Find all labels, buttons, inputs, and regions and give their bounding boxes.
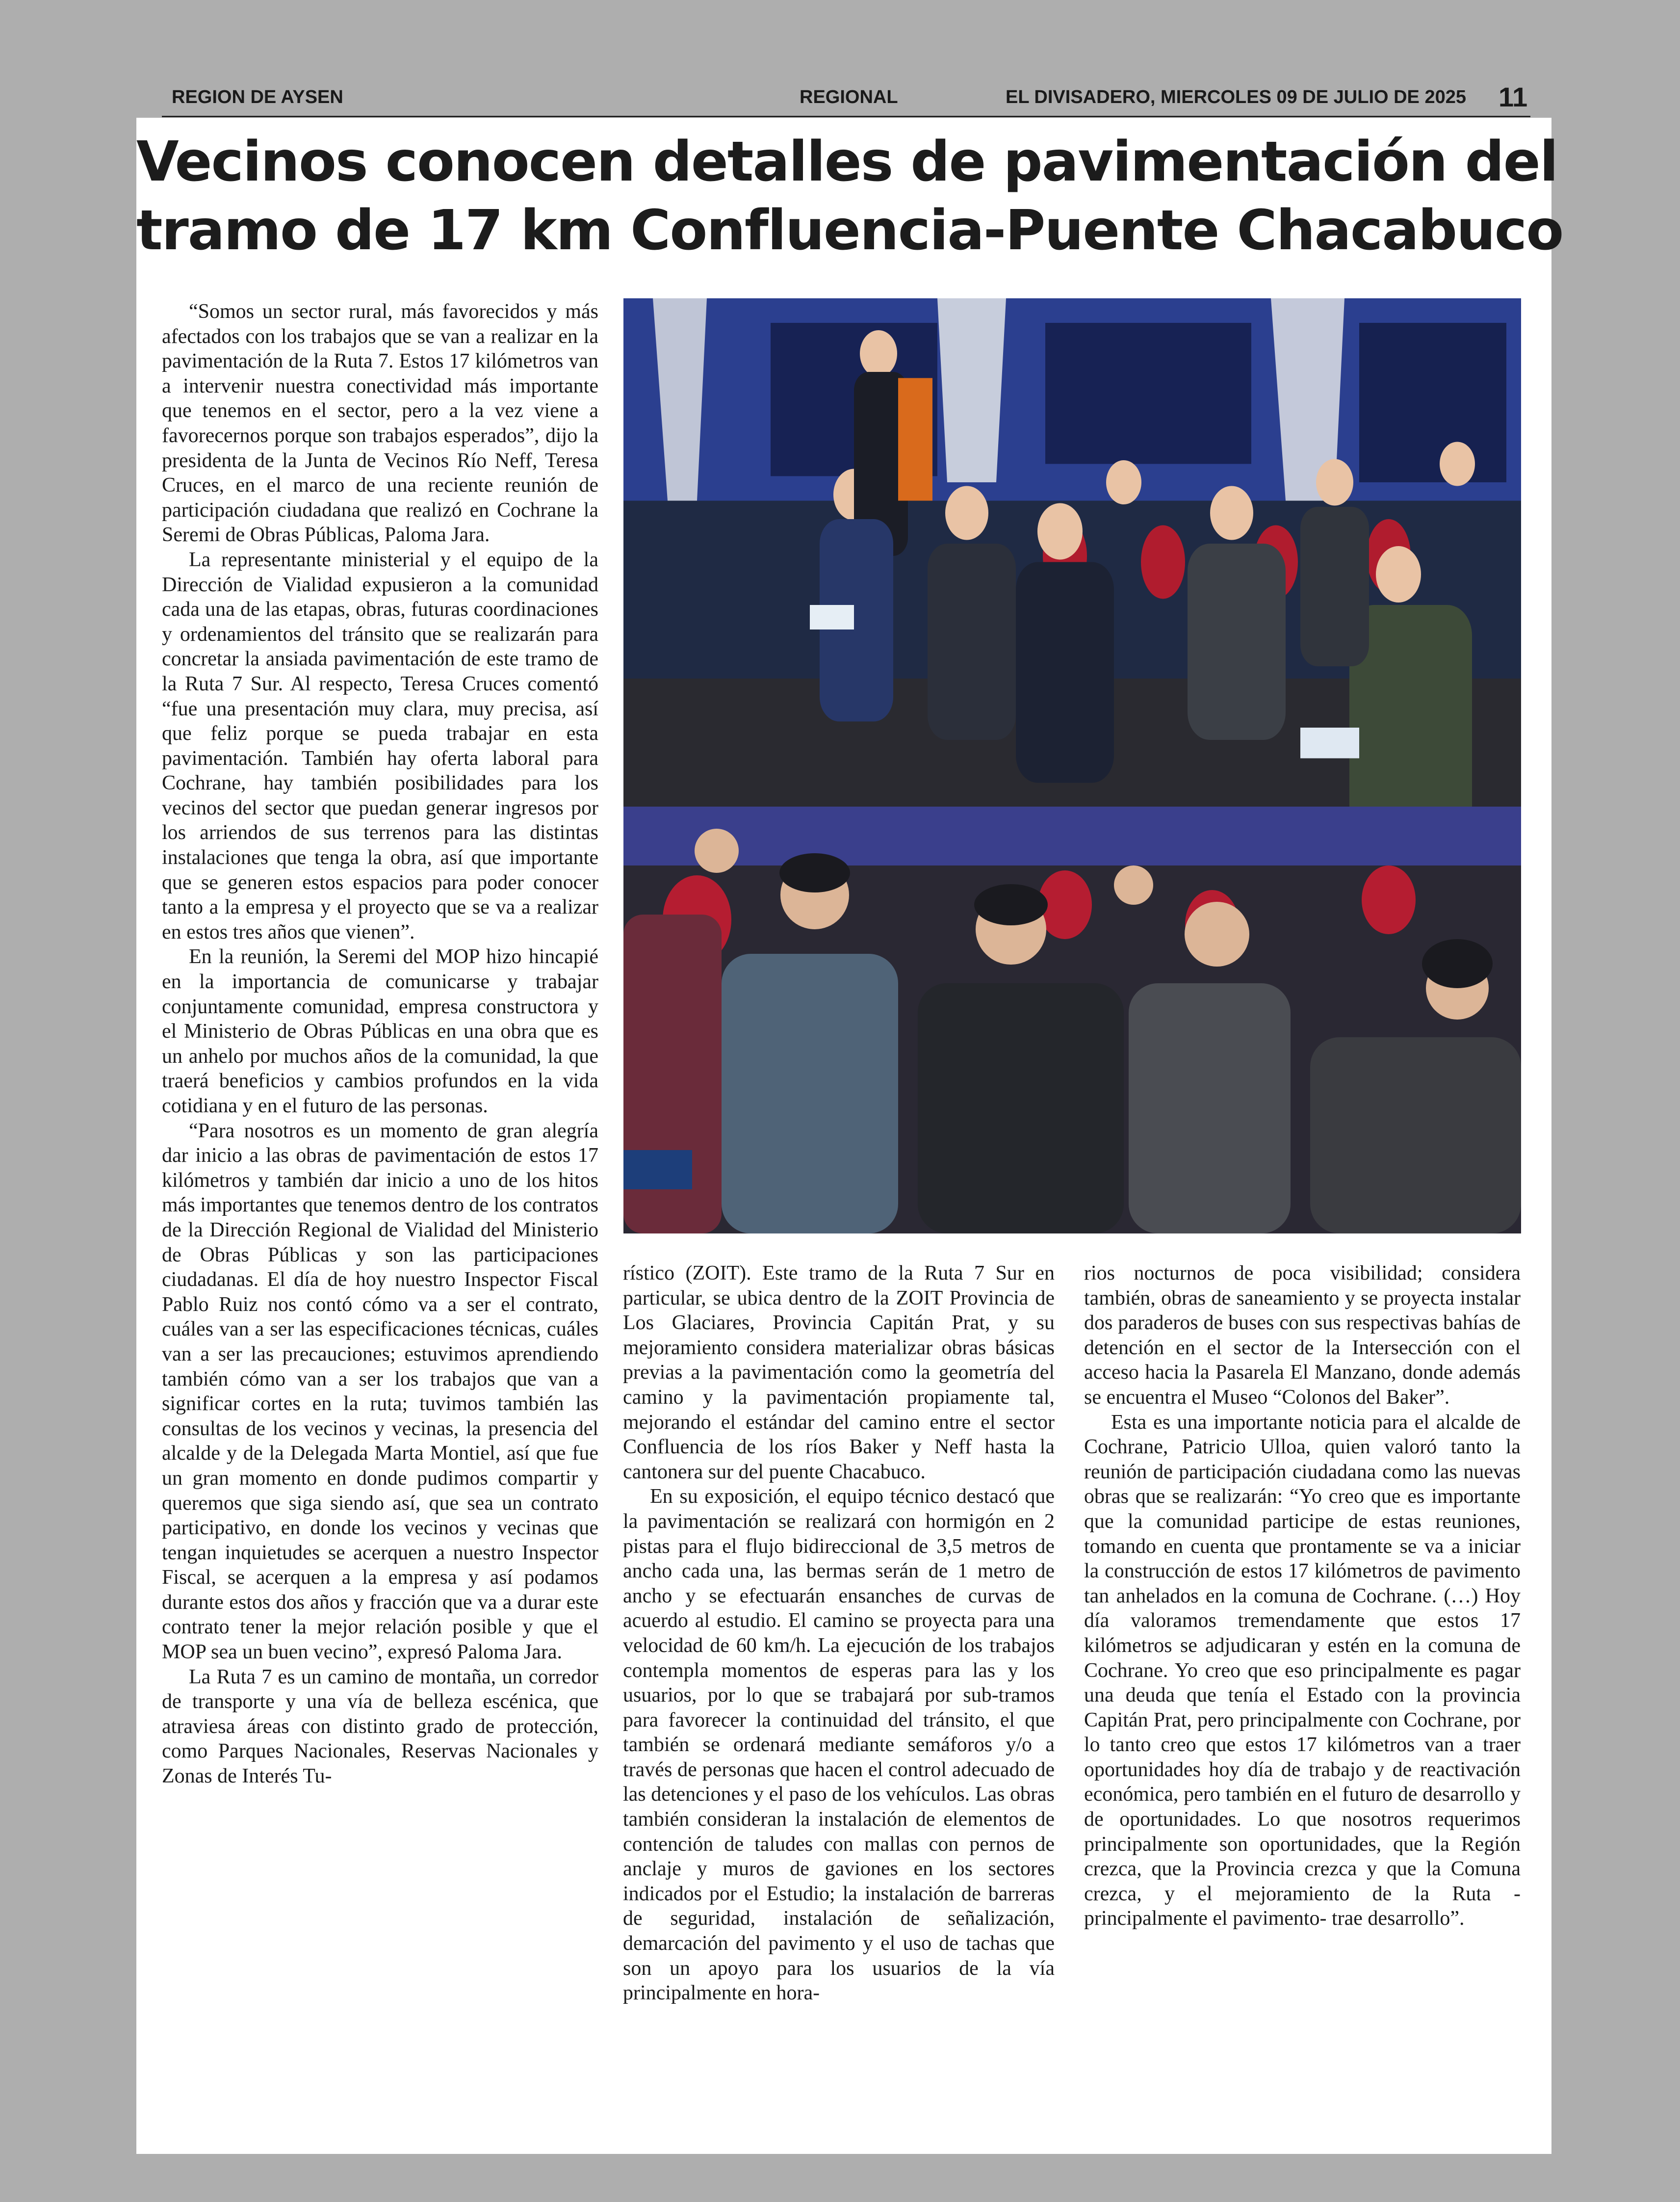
article-column-3 xyxy=(1084,1261,1521,1931)
header-rule xyxy=(162,116,1530,117)
paragraph: rios nocturnos de poca visibilidad; considera también, obras de saneamiento y se proyecta instalar dos paraderos de buses con sus respectivas bahías de detención en el sector de la Intersección con el acceso hacia la Pasarela El Manzano, donde además se encuentra el Museo “Colonos del Baker”. xyxy=(1084,1262,1521,1409)
meeting-photo-bottom xyxy=(623,807,1521,1233)
headline xyxy=(136,118,1563,265)
article-column-1 xyxy=(162,299,598,1789)
paragraph: Esta es una importante noticia para el alcalde de Cochrane, Patricio Ulloa, quien valoró tanto la reunión de participación ciudadana como las nuevas obras que se realizarán: “Yo creo que es importante que la comunidad participe de estas reuniones, tomando en cuenta que prontamente se va a iniciar la construcción de estos 17 kilómetros de pavimento tan anhelados en la comuna de Cochrane. (…) Hoy día valoramos tremendamente que estos 17 kilómetros se adjudicaran y estén en la comuna de Cochrane. Yo creo que eso principalmente es pagar una deuda que tenía el Estado con la provincia Capitán Prat, pero principalmente con Cochrane, por lo tanto creo que estos 17 kilómetros van a traer oportunidades hoy día de trabajo y de reactivación económica, pero también en el futuro de desarrollo y de oportunidades. Lo que nosotros requerimos principalmente son oportunidades, que la Región crezca, que la Provincia crezca y que la Comuna crezca, y el mejoramiento de la Ruta -principalmente el pavimento- trae desarrollo”. xyxy=(1084,1411,1521,1930)
page-header xyxy=(162,82,1530,118)
paragraph: “Para nosotros es un momento de gran alegría dar inicio a las obras de pavimentación de estos 17 kilómetros y también dar inicio a uno de los hitos más importantes que tenemos dentro de los contratos de la Dirección Regional de Vialidad del Ministerio de Obras Públicas y son las participaciones ciudadanas. El día de hoy nuestro Inspector Fiscal Pablo Ruiz nos contó cómo va a ser el contrato, cuáles van a ser las especificaciones técnicas, cuáles van a ser las precauciones; estuvimos aprendiendo también cómo van a ser los trabajos que van a significar cortes en la ruta; tuvimos también las consultas de los vecinos y vecinas, la presencia del alcalde y de la Delegada Marta Montiel, así que fue un gran momento en donde pudimos compartir y queremos que siga siendo así, que sea un contrato participativo, en donde los vecinos y vecinas que tengan inquietudes se acerquen a nuestro Inspector Fiscal, se acerquen a la empresa y así podamos durante estos dos años y fracción que va a durar este contrato tener la mejor relación posible y que el MOP sea un buen vecino”, expresó Paloma Jara. xyxy=(162,1119,598,1664)
paragraph: En la reunión, la Seremi del MOP hizo hincapié en la importancia de comunicarse y trabajar conjuntamente comunidad, empresa constructora y el Ministerio de Obras Públicas en una obra que es un anhelo por muchos años de la comunidad, la que traerá beneficios y cambios profundos en la vida cotidiana y en el futuro de las personas. xyxy=(162,945,598,1117)
headline-line-1: Vecinos conocen detalles de pavimentación del xyxy=(136,130,1558,194)
publication-date: EL DIVISADERO, MIERCOLES 09 DE JULIO DE 2025 xyxy=(1006,87,1466,107)
paragraph: rístico (ZOIT). Este tramo de la Ruta 7 Sur en particular, se ubica dentro de la ZOIT Provincia de Los Glaciares, Provincia Capitán Prat, y su mejoramiento considera materializar obras básicas previas a la pavimentación como la geometría del camino y la pavimentación propiamente tal, mejorando el estándar del camino entre el sector Confluencia de los ríos Baker y Neff hasta la cantonera sur del puente Chacabuco. xyxy=(623,1262,1055,1483)
paragraph: “Somos un sector rural, más favorecidos y más afectados con los trabajos que se van a realizar en la pavimentación de la Ruta 7. Estos 17 kilómetros van a intervenir nuestra conectividad más importante que tenemos en el sector, pero a la vez viene a favorecernos porque son trabajos esperados”, dijo la presidenta de la Junta de Vecinos Río Neff, Teresa Cruces, en el marco de una reciente reunión de participación ciudadana que realizó en Cochrane la Seremi de Obras Públicas, Paloma Jara. xyxy=(162,300,598,547)
article-column-2 xyxy=(623,1261,1055,2006)
section-label: REGIONAL xyxy=(800,87,898,107)
paragraph: La representante ministerial y el equipo de la Dirección de Vialidad expusieron a la comunidad cada una de las etapas, obras, futuras coordinaciones y ordenamientos del tránsito que se realizarán para concretar la ansiada pavimentación de este tramo de la Ruta 7 Sur. Al respecto, Teresa Cruces comentó “fue una presentación muy clara, muy precisa, así que feliz porque se pueda trabajar en esta pavimentación. También hay oferta laboral para Cochrane, hay también posibilidades para los vecinos del sector que puedan generar ingresos por los arriendos de sus terrenos para las distintas instalaciones que tenga la obra, así que importante que se generen estos espacios para poder conocer tanto a la empresa y el proyecto que se va a realizar en estos tres años que vienen”. xyxy=(162,548,598,944)
paragraph: En su exposición, el equipo técnico destacó que la pavimentación se realizará con hormigón en 2 pistas para el flujo bidireccional de 3,5 metros de ancho cada una, las bermas serán de 1 metro de ancho y se efectuarán ensanches de curvas de acuerdo al estudio. El camino se proyecta para una velocidad de 60 km/h. La ejecución de los trabajos contempla momentos de esperas para las y los usuarios, por lo que se trabajará por sub-tramos para favorecer la continuidad del tránsito, el que también se ordenará mediante semáforos y/o a través de personas que hacen el control adecuado de las detenciones y el paso de los vehículos. Las obras también consideran la instalación de elementos de contención de taludes con mallas con pernos de anclaje y muros de gaviones en los sectores indicados por el Estudio; la instalación de barreras de seguridad, instalación de señalización, demarcación del pavimento y el uso de tachas que son un apoyo para los usuarios de la vía principalmente en hora- xyxy=(623,1485,1055,2005)
newspaper-page xyxy=(136,118,1563,2154)
section-region: REGION DE AYSEN xyxy=(172,87,343,107)
headline-line-2: tramo de 17 km Confluencia-Puente Chacabuco xyxy=(136,199,1563,262)
page-number: 11 xyxy=(1499,81,1528,112)
paragraph: La Ruta 7 es un camino de montaña, un corredor de transporte y una vía de belleza escénica, que atraviesa áreas con distinto grado de protección, como Parques Nacionales, Reservas Nacionales y Zonas de Interés Tu- xyxy=(162,1665,598,1788)
